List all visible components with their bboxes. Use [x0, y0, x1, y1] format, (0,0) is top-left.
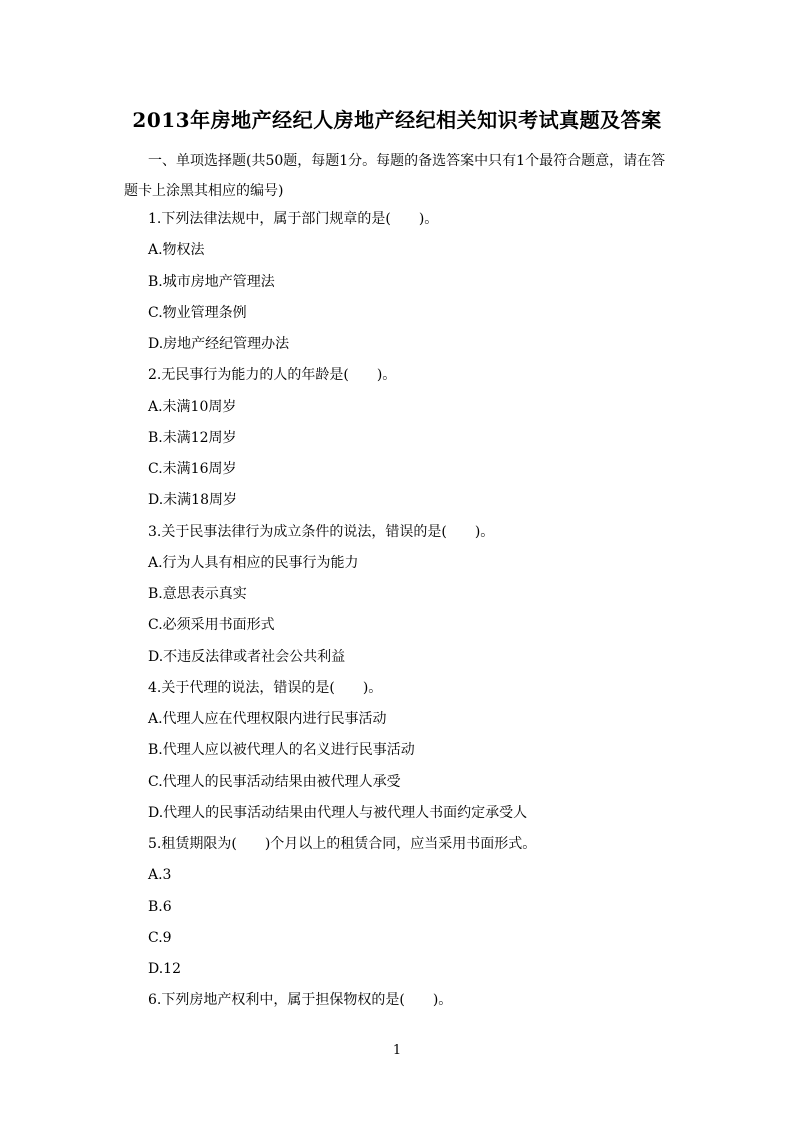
- question-line: 2.无民事行为能力的人的年龄是( )。: [148, 367, 397, 384]
- question-line: D.未满18周岁: [148, 492, 237, 509]
- question-line: A.3: [148, 867, 172, 884]
- question-line: C.代理人的民事活动结果由被代理人承受: [148, 773, 401, 790]
- question-line: D.12: [148, 961, 181, 977]
- question-line: C.9: [148, 929, 172, 946]
- question-line: A.物权法: [148, 242, 205, 259]
- page-number: 1: [392, 1043, 402, 1058]
- question-line: 5.租赁期限为( )个月以上的租赁合同，应当采用书面形式。: [148, 836, 537, 852]
- question-line: B.代理人应以被代理人的名义进行民事活动: [148, 742, 415, 759]
- question-line: D.房地产经纪管理办法: [148, 336, 290, 352]
- question-line: C.未满16周岁: [148, 461, 237, 477]
- question-line: B.城市房地产管理法: [148, 273, 275, 290]
- question-line: D.代理人的民事活动结果由代理人与被代理人书面约定承受人: [148, 804, 528, 821]
- question-line: B.意思表示真实: [148, 586, 247, 602]
- question-line: 1.下列法律法规中，属于部门规章的是( )。: [148, 211, 439, 227]
- section-intro-line-1: 一、单项选择题(共50题，每题1分。每题的备选答案中只有1个最符合题意，请在答: [148, 153, 666, 169]
- question-line: A.代理人应在代理权限内进行民事活动: [148, 711, 387, 727]
- question-line: A.行为人具有相应的民事行为能力: [148, 554, 359, 571]
- question-line: 4.关于代理的说法，错误的是( )。: [148, 679, 383, 696]
- question-line: 6.下列房地产权利中，属于担保物权的是( )。: [148, 992, 453, 1009]
- document-title: 2013年房地产经纪人房地产经纪相关知识考试真题及答案: [132, 108, 662, 132]
- question-line: B.未满12周岁: [148, 429, 237, 446]
- question-line: 3.关于民事法律行为成立条件的说法，错误的是( )。: [148, 523, 495, 540]
- question-list: [148, 204, 708, 1017]
- question-line: C.必须采用书面形式: [148, 617, 275, 634]
- section-intro-line-2: 题卡上涂黑其相应的编号): [124, 183, 284, 199]
- question-line: B.6: [148, 898, 172, 915]
- question-line: C.物业管理条例: [148, 304, 247, 321]
- question-line: A.未满10周岁: [148, 398, 237, 415]
- question-line: D.不违反法律或者社会公共利益: [148, 648, 346, 665]
